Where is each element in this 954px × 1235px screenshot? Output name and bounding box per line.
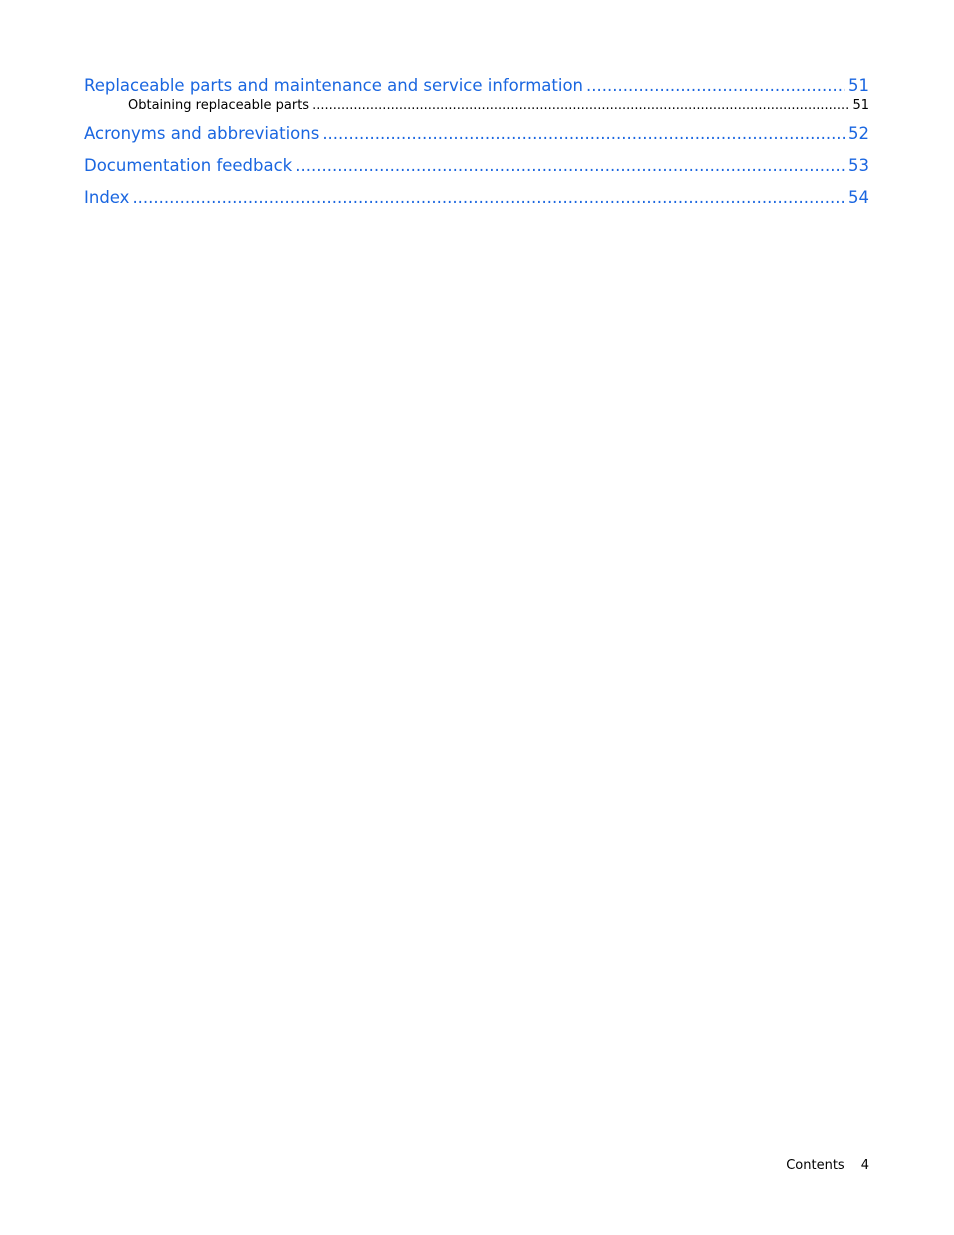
footer-page-number: 4 [860,1158,869,1173]
toc-entry-documentation-feedback[interactable] [84,155,869,177]
toc-entry-title[interactable]: Acronyms and abbreviations [84,124,320,143]
footer-section-label: Contents [786,1158,845,1173]
toc-entry-page[interactable]: 51 [848,76,869,95]
toc-dot-leader [586,75,845,97]
toc-entry-page[interactable]: 53 [848,156,869,175]
toc-entry-title[interactable]: Index [84,188,130,207]
toc-entry-index[interactable] [84,187,869,209]
toc-dot-leader [295,155,845,177]
toc-entry-page[interactable]: 54 [848,188,869,207]
toc-entry-title[interactable]: Replaceable parts and maintenance and service information [84,76,584,95]
toc-dot-leader [322,123,845,145]
toc-entry-title[interactable]: Obtaining replaceable parts [128,98,310,113]
toc-dot-leader [312,97,849,115]
toc-entry-obtaining-replaceable-parts[interactable] [84,97,869,115]
toc-entry-acronyms[interactable] [84,123,869,145]
toc-dot-leader [132,187,845,209]
toc-entry-page[interactable]: 52 [848,124,869,143]
toc-entry-page[interactable]: 51 [852,98,869,113]
table-of-contents [84,75,869,209]
toc-entry-title[interactable]: Documentation feedback [84,156,293,175]
page-footer [786,1158,869,1173]
toc-entry-replaceable-parts[interactable] [84,75,869,97]
